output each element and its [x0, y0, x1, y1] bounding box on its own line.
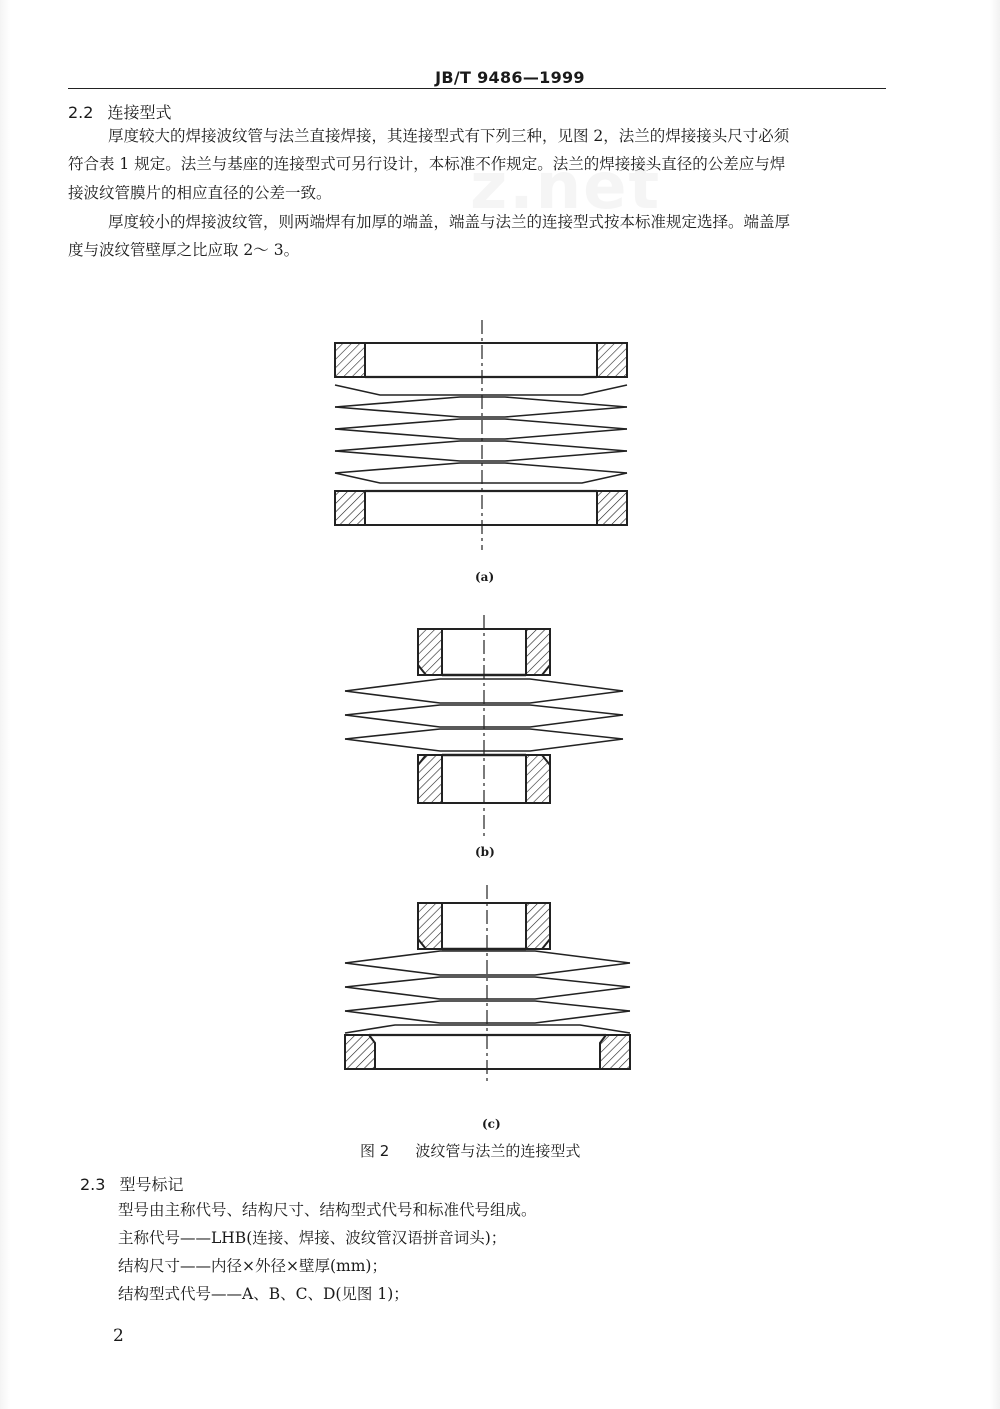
section-2-3-heading [80, 1172, 183, 1195]
para1-line-3: 接波纹管膜片的相应直径的公差一致。 [68, 184, 332, 202]
figure-caption-number: 图 2 [360, 1142, 390, 1160]
figure-b-label: (b) [475, 845, 495, 859]
model-line-2: 主称代号——LHB(连接、焊接、波纹管汉语拼音词头)； [118, 1229, 507, 1247]
model-line-3: 结构尺寸——内径×外径×壁厚(mm)； [118, 1257, 387, 1275]
model-line-4: 结构型式代号——A、B、C、D(见图 1)； [118, 1285, 409, 1303]
standard-code-header: JB/T 9486—1999 [435, 68, 585, 87]
figure-c-label: (c) [482, 1117, 501, 1131]
figure-b-drawing [330, 615, 640, 840]
section-number: 2.3 [80, 1175, 106, 1194]
figure-a-label: (a) [475, 570, 495, 584]
page-number: 2 [113, 1326, 124, 1346]
model-line-1: 型号由主称代号、结构尺寸、结构型式代号和标准代号组成。 [118, 1201, 537, 1219]
para1-line-1: 厚度较大的焊接波纹管与法兰直接焊接，其连接型式有下列三种，见图 2，法兰的焊接接头尺寸必须 [108, 127, 790, 145]
figure-c-drawing [335, 885, 645, 1090]
para2-line-2: 度与波纹管壁厚之比应取 2～ 3。 [68, 241, 300, 259]
para2-line-1: 厚度较小的焊接波纹管，则两端焊有加厚的端盖，端盖与法兰的连接型式按本标准规定选择。端盖厚 [108, 213, 791, 231]
figure-caption [360, 1140, 580, 1161]
section-2-2-heading [68, 100, 171, 123]
figure-a-drawing [320, 315, 640, 555]
header-rule [68, 88, 886, 89]
section-title: 型号标记 [119, 1175, 184, 1194]
figure-caption-text: 波纹管与法兰的连接型式 [415, 1142, 581, 1160]
watermark: z.net [470, 150, 662, 224]
para1-line-2: 符合表 1 规定。法兰与基座的连接型式可另行设计，本标准不作规定。法兰的焊接接头直径的公差应与焊 [68, 155, 786, 173]
section-title: 连接型式 [107, 103, 172, 122]
section-number: 2.2 [68, 103, 94, 122]
